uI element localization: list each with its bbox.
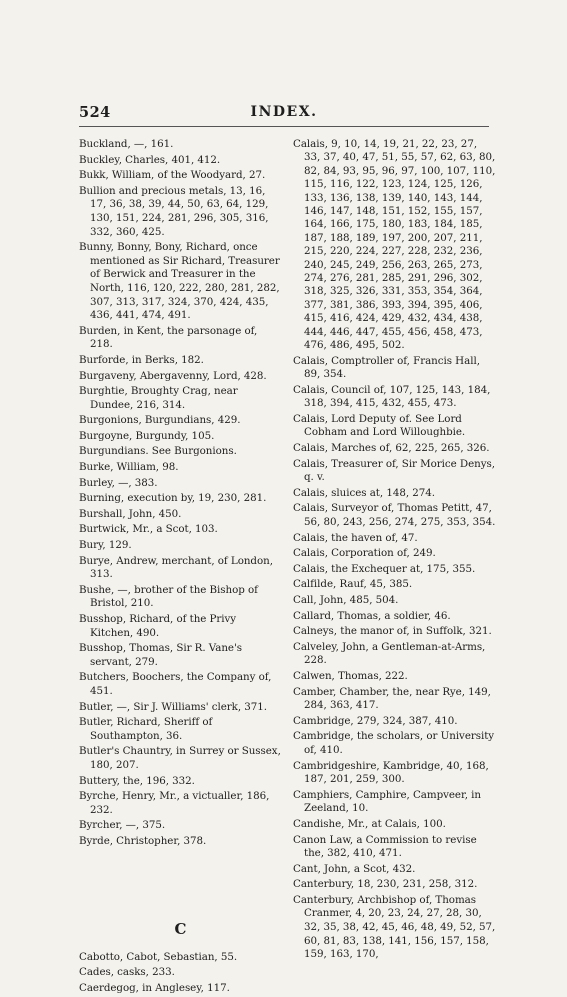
index-entry: Burke, William, 98.: [79, 461, 179, 474]
right-entries: [293, 138, 496, 962]
index-entry: Calais, Marches of, 62, 225, 265, 326.: [293, 442, 490, 455]
index-entry: Cabotto, Cabot, Sebastian, 55.: [79, 950, 238, 963]
index-entry: Canterbury, 18, 230, 231, 258, 312.: [293, 878, 478, 891]
index-entry: Camphiers, Camphire, Campveer, in Zeeland, 10.: [293, 788, 481, 815]
index-entry: Bunny, Bonny, Bony, Richard, once mentioned as Sir Richard, Treasurer of Berwick and Treasurer in the North, 116, 120, 222, 280, 281, 282, 307, 313, 317, 324, 370, 424, 435, 436, 441, 474, 491.: [79, 241, 280, 322]
index-entry: Calais, sluices at, 148, 274.: [293, 486, 435, 499]
index-entry: Butler's Chauntry, in Surrey or Sussex, 180, 207.: [79, 745, 281, 771]
index-entry: Calais, Lord Deputy of. See Lord Cobham and Lord Willoughbie.: [293, 412, 466, 439]
index-entry: Calais, 9, 10, 14, 19, 21, 22, 23, 27, 33, 37, 40, 47, 51, 55, 57, 62, 63, 80, 82, 84, 93, 95, 96, 97, 100, 107, 110, 115, 116, 122, 123, 124, 125, 126, 133, 136, 138, 139, 140, 143, 144, 146, 147, 148, 151, 152, 155, 157, 164, 166, 175, 180, 183, 184, 185, 187, 188, 189, 197, 200, 207, 211, 215, 220, 224, 227, 228, 232, 236, 240, 245, 249, 256, 263, 265, 273, 274, 276, 281, 285, 291, 296, 302, 318, 325, 326, 331, 353, 354, 364, 377, 381, 386, 393, 394, 395, 406, 415, 416, 424, 429, 432, 434, 438, 444, 446, 447, 455, 456, 458, 473, 476, 486, 495, 502.: [293, 138, 496, 352]
index-entry: Burgundians. See Burgonions.: [79, 445, 237, 458]
index-entry: Burgonions, Burgundians, 429.: [79, 414, 241, 427]
index-entry: Calais, the Exchequer at, 175, 355.: [293, 562, 476, 575]
section-gap: [79, 851, 282, 920]
index-entry: Bukk, William, of the Woodyard, 27.: [79, 169, 266, 182]
index-entry: Byrde, Christopher, 378.: [79, 834, 207, 847]
index-entry: Busshop, Thomas, Sir R. Vane's servant, 279.: [79, 642, 242, 668]
index-entry: Calais, Comptroller of, Francis Hall, 89, 354.: [293, 354, 480, 381]
index-entry: Calneys, the manor of, in Suffolk, 321.: [293, 625, 492, 638]
index-entry: Calais, Surveyor of, Thomas Petitt, 47, 56, 80, 243, 256, 274, 275, 353, 354.: [293, 502, 496, 529]
index-entry: Call, John, 485, 504.: [293, 594, 399, 606]
index-entry: Burtwick, Mr., a Scot, 103.: [79, 523, 218, 536]
index-entry: Callard, Thomas, a soldier, 46.: [293, 609, 451, 622]
index-entry: Cades, casks, 233.: [79, 966, 175, 979]
index-entry: Butler, —, Sir J. Williams' clerk, 371.: [79, 700, 268, 713]
index-entry: Caerdegog, in Anglesey, 117.: [79, 981, 230, 994]
page-number: 524: [79, 104, 111, 121]
index-entry: Calveley, John, a Gentleman-at-Arms, 228.: [293, 640, 486, 667]
running-title: INDEX.: [250, 104, 318, 120]
index-entry: Camber, Chamber, the, near Rye, 149, 284, 363, 417.: [293, 685, 491, 712]
index-entry: Butler, Richard, Sheriff of Southampton, 36.: [79, 716, 213, 742]
index-entry: Burforde, in Berks, 182.: [79, 353, 204, 366]
index-entry: Calais, Corporation of, 249.: [293, 547, 436, 560]
index-entry: Calfilde, Rauf, 45, 385.: [293, 578, 413, 591]
header-rule: [79, 126, 489, 127]
index-entry: Burning, execution by, 19, 230, 281.: [79, 492, 267, 505]
left-entries-c: [79, 951, 282, 996]
index-entry: Buckland, —, 161.: [79, 138, 174, 150]
index-entry: Cant, John, a Scot, 432.: [293, 862, 416, 875]
index-entry: Calais, the haven of, 47.: [293, 531, 418, 544]
index-entry: Buttery, the, 196, 332.: [79, 774, 195, 787]
index-entry: Burgoyne, Burgundy, 105.: [79, 429, 215, 442]
index-entry: Cambridgeshire, Kambridge, 40, 168, 187, 201, 259, 300.: [293, 759, 489, 786]
index-columns: [79, 138, 499, 994]
index-entry: Butchers, Boochers, the Company of, 451.: [79, 671, 272, 697]
index-entry: Candishe, Mr., at Calais, 100.: [293, 817, 446, 830]
index-entry: Byrche, Henry, Mr., a victualler, 186, 232.: [79, 790, 270, 816]
index-entry: Burden, in Kent, the parsonage of, 218.: [79, 324, 258, 351]
left-entries: [79, 138, 282, 849]
index-entry: Burye, Andrew, merchant, of London, 313.: [79, 554, 273, 581]
page-header: [79, 104, 489, 122]
index-entry: Bury, 129.: [79, 539, 132, 552]
index-entry: Byrcher, —, 375.: [79, 819, 166, 832]
index-entry: Calais, Council of, 107, 125, 143, 184, 318, 394, 415, 432, 455, 473.: [293, 383, 491, 410]
index-entry: Cambridge, the scholars, or University of, 410.: [293, 730, 495, 756]
index-entry: Burley, —, 383.: [79, 476, 158, 489]
index-entry: Calwen, Thomas, 222.: [293, 669, 408, 682]
index-entry: Cambridge, 279, 324, 387, 410.: [293, 714, 458, 727]
index-entry: Burgaveny, Abergavenny, Lord, 428.: [79, 369, 267, 382]
right-column: [293, 138, 496, 964]
index-entry: Busshop, Richard, of the Privy Kitchen, 490.: [79, 613, 237, 639]
index-entry: Canterbury, Archbishop of, Thomas Cranmer, 4, 20, 23, 24, 27, 28, 30, 32, 35, 38, 42, 45, 46, 48, 49, 52, 57, 60, 81, 83, 138, 141, 156, 157, 158, 159, 163, 170,: [293, 893, 496, 961]
index-entry: Bullion and precious metals, 13, 16, 17, 36, 38, 39, 44, 50, 63, 64, 129, 130, 151, 224, 281, 296, 305, 316, 332, 360, 425.: [79, 184, 269, 238]
index-entry: Burghtie, Broughty Crag, near Dundee, 216, 314.: [79, 385, 238, 411]
index-entry: Buckley, Charles, 401, 412.: [79, 153, 221, 166]
index-entry: Bushe, —, brother of the Bishop of Bristol, 210.: [79, 583, 258, 610]
left-column: [79, 138, 282, 997]
index-entry: Burshall, John, 450.: [79, 507, 182, 520]
index-entry: Canon Law, a Commission to revise the, 382, 410, 471.: [293, 833, 477, 860]
section-heading-c: C: [174, 919, 187, 938]
index-entry: Calais, Treasurer of, Sir Morice Denys, q. v.: [293, 457, 495, 484]
